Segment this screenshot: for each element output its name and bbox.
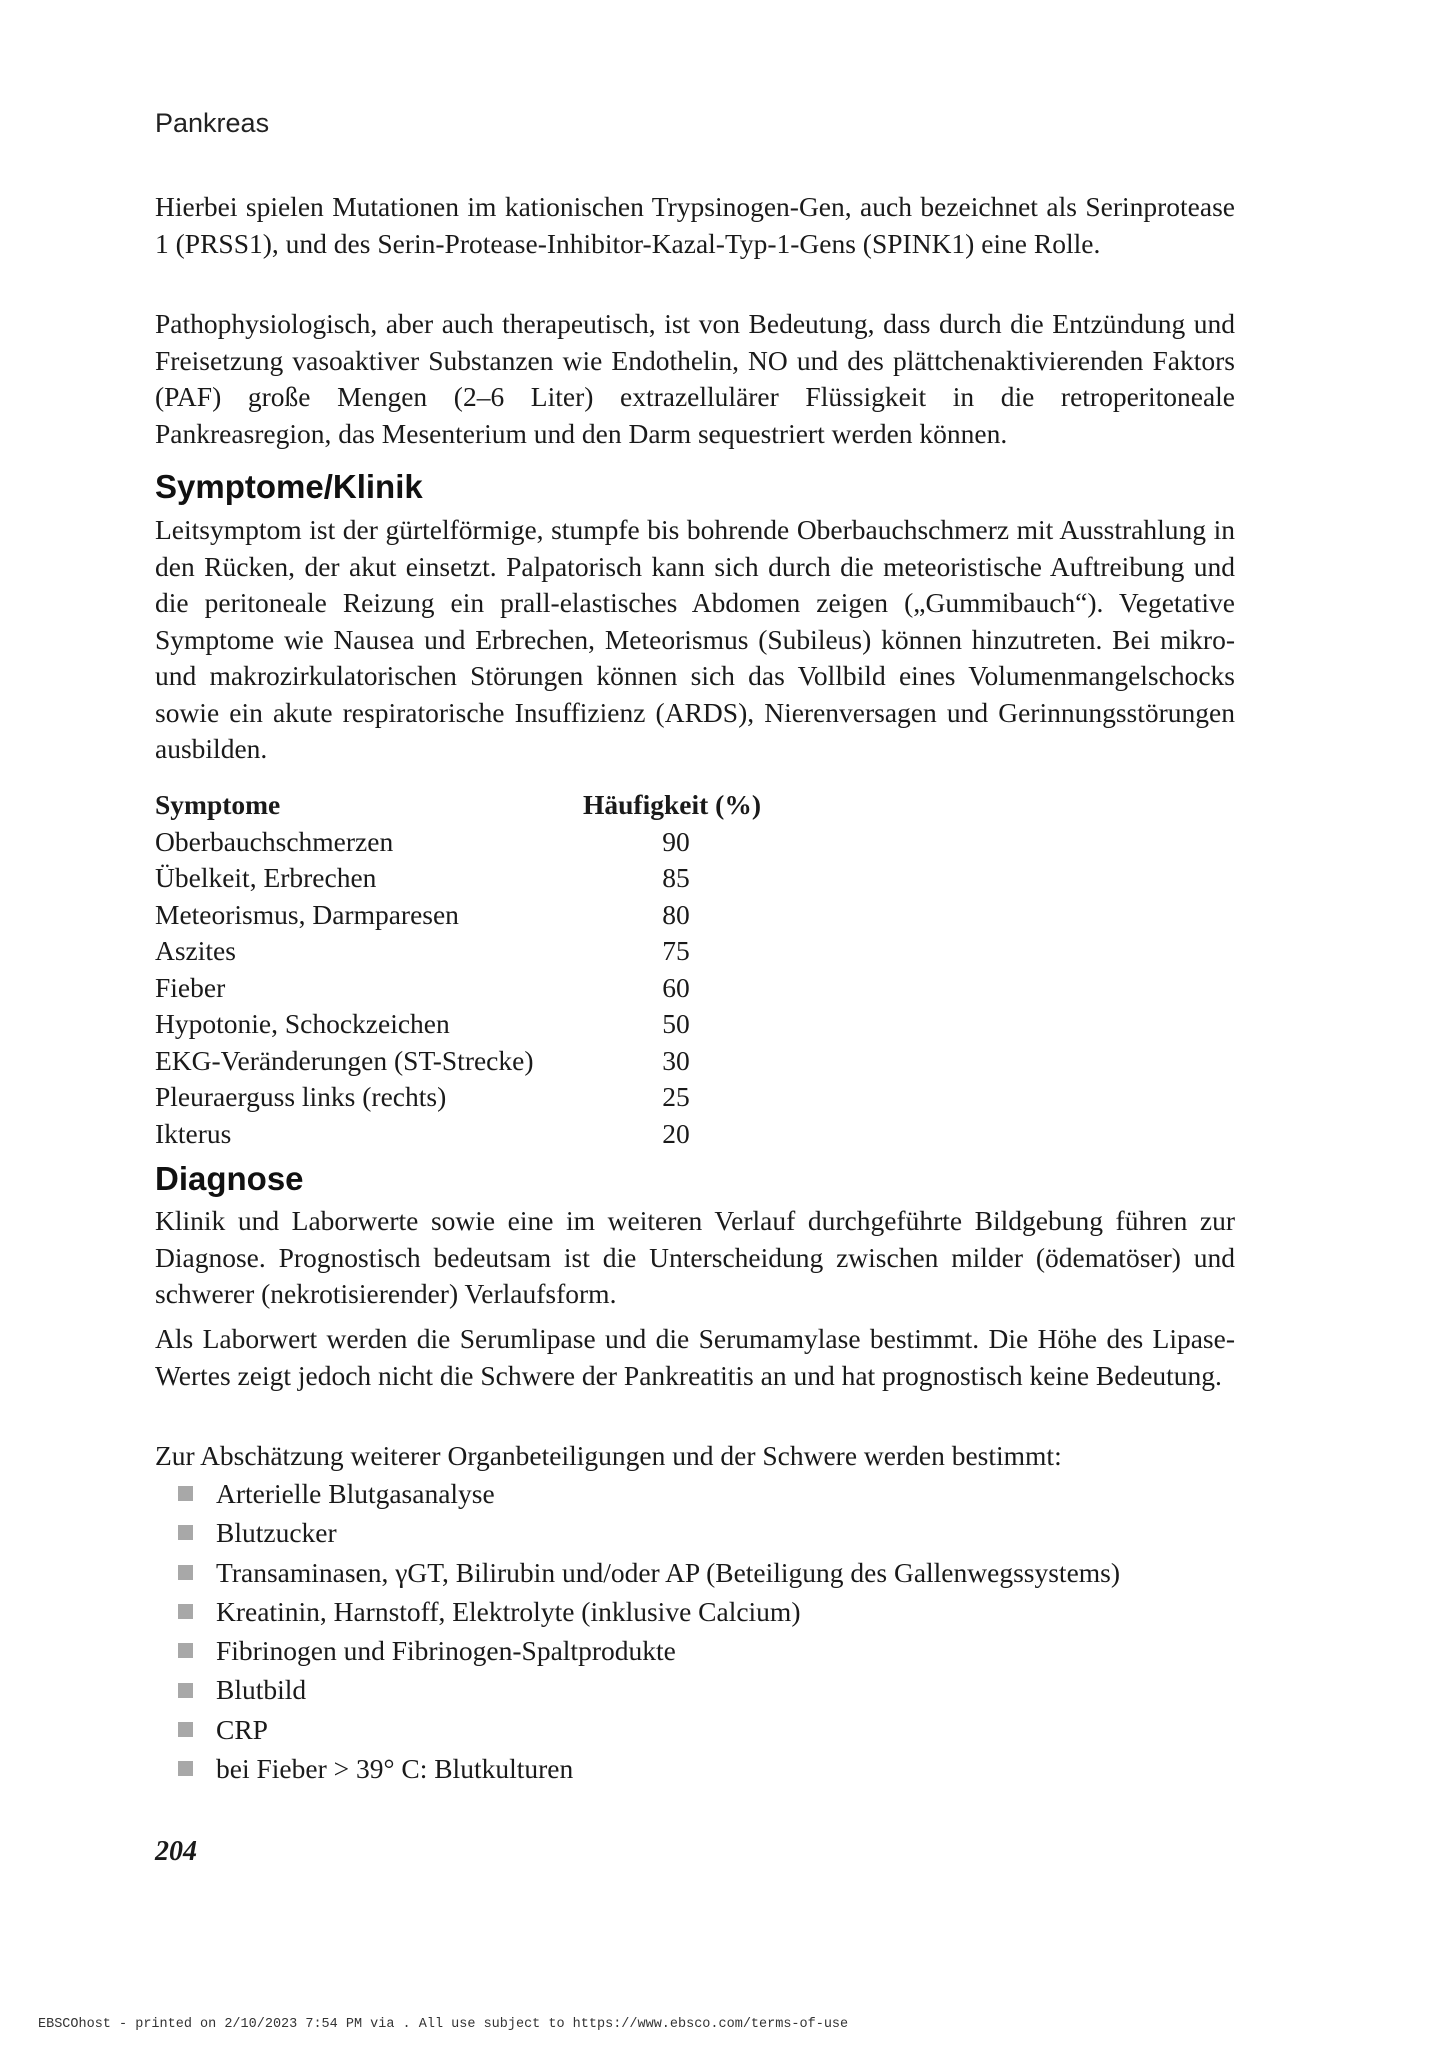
frequency-cell: 80 — [662, 898, 690, 930]
section-heading-symptome: Symptome/Klinik — [155, 468, 423, 505]
diagnose-paragraph-3: Zur Abschätzung weiterer Organbeteiligungen und der Schwere werden bestimmt: — [155, 1440, 1062, 1471]
table-row — [155, 824, 769, 861]
list-item-text: Fibrinogen und Fibrinogen-Spaltprodukte — [216, 1635, 676, 1667]
table-row — [155, 860, 769, 897]
symptom-cell: Pleuraerguss links (rechts) — [155, 1081, 447, 1112]
list-item-text: Transaminasen, γGT, Bilirubin und/oder AP (Beteiligung des Gallenwegssystems) — [216, 1556, 1121, 1588]
list-item — [178, 1553, 1120, 1592]
symptom-cell: Fieber — [155, 971, 226, 1003]
symptom-cell: Oberbauchschmerzen — [155, 825, 394, 857]
list-item — [178, 1592, 1120, 1631]
diagnose-paragraph-2: Als Laborwert werden die Serumlipase und die Serumamylase bestimmt. Die Höhe des Lipase-Wertes zeigt jedoch nicht die Schwere der Pankreatitis an und hat prognostisch keine Bedeutung. — [155, 1323, 1235, 1391]
list-item-text: Arterielle Blutgasanalyse — [216, 1478, 495, 1509]
list-item-text: Kreatinin, Harnstoff, Elektrolyte (inklusive Calcium) — [216, 1595, 801, 1627]
frequency-cell: 20 — [662, 1117, 690, 1149]
square-bullet-icon — [178, 1525, 193, 1540]
list-item — [178, 1631, 1120, 1670]
square-bullet-icon — [178, 1643, 193, 1658]
symptom-cell: Übelkeit, Erbrechen — [155, 862, 377, 893]
symptome-paragraph: Leitsymptom ist der gürtelförmige, stumpfe bis bohrende Oberbauchschmerz mit Ausstrahlung in den Rücken, der akut einsetzt. Palpatorisch kann sich durch die meteoristische Auftreibung und die peritoneale Reizung ein prall-elastisches Abdomen zeigen („Gummibauch“). Vegetative Symptome wie Nausea und Erbrechen, Meteorismus (Subileus) können hinzutreten. Bei mikro- und makrozirkulatorischen Störungen können sich das Vollbild eines Volumenmangelschocks sowie ein akute respiratorische Insuffizienz (ARDS), Nierenversagen und Gerinnungsstörungen ausbilden. — [155, 514, 1235, 764]
table-row — [155, 1006, 769, 1043]
intro-paragraph-2: Pathophysiologisch, aber auch therapeutisch, ist von Bedeutung, dass durch die Entzündung und Freisetzung vasoaktiver Substanzen wie Endothelin, NO und des plättchenaktivierenden Faktors (PAF) große Mengen (2–6 Liter) extrazellulärer Flüssigkeit in die retroperitoneale Pankreasregion, das Mesenterium und den Darm sequestriert werden können. — [155, 308, 1235, 449]
symptom-cell: Hypotonie, Schockzeichen — [155, 1008, 450, 1039]
intro-paragraph-1: Hierbei spielen Mutationen im kationischen Trypsinogen-Gen, auch bezeichnet als Serinprotease 1 (PRSS1), und des Serin-Protease-Inhibitor-Kazal-Typ-1-Gens (SPINK1) eine Rolle. — [155, 191, 1235, 259]
list-item-text: Blutbild — [216, 1674, 307, 1706]
page-number: 204 — [155, 1836, 197, 1867]
square-bullet-icon — [178, 1683, 193, 1698]
list-item — [178, 1670, 1120, 1709]
list-item-text: Blutzucker — [216, 1517, 337, 1549]
list-item — [178, 1749, 1120, 1788]
list-item-text: bei Fieber > 39° C: Blutkulturen — [216, 1753, 574, 1785]
square-bullet-icon — [178, 1486, 193, 1501]
frequency-cell: 90 — [662, 825, 690, 857]
table-row — [155, 970, 769, 1007]
frequency-cell: 75 — [662, 935, 690, 966]
table-row — [155, 897, 769, 934]
table-row — [155, 1043, 769, 1080]
list-item — [178, 1710, 1120, 1749]
table-row — [155, 933, 769, 970]
column-header-symptome: Symptome — [155, 789, 281, 820]
print-footer: EBSCOhost - printed on 2/10/2023 7:54 PM via . All use subject to https://www.ebsco.com/terms-of-use — [38, 2017, 849, 2032]
column-header-haeufigkeit: Häufigkeit (%) — [583, 789, 761, 820]
symptom-cell: Aszites — [155, 935, 236, 966]
table-row — [155, 1079, 769, 1116]
frequency-cell: 60 — [662, 971, 690, 1003]
list-item-text: CRP — [216, 1713, 268, 1745]
symptom-frequency-table — [155, 787, 769, 1152]
list-item — [178, 1513, 1120, 1552]
frequency-cell: 30 — [662, 1044, 690, 1076]
symptom-cell: EKG-Veränderungen (ST-Strecke) — [155, 1044, 534, 1076]
running-head: Pankreas — [155, 108, 270, 138]
square-bullet-icon — [178, 1761, 193, 1776]
lab-tests-list — [178, 1474, 1120, 1788]
square-bullet-icon — [178, 1604, 193, 1619]
frequency-cell: 25 — [662, 1081, 690, 1112]
square-bullet-icon — [178, 1565, 193, 1580]
symptom-cell: Meteorismus, Darmparesen — [155, 898, 459, 930]
symptom-cell: Ikterus — [155, 1117, 232, 1149]
frequency-cell: 85 — [662, 862, 690, 893]
list-item — [178, 1474, 1120, 1513]
frequency-cell: 50 — [662, 1008, 690, 1039]
diagnose-paragraph-1: Klinik und Laborwerte sowie eine im weiteren Verlauf durchgeführte Bildgebung führen zur Diagnose. Prognostisch bedeutsam ist die Unterscheidung zwischen milder (ödematöser) und schwerer (nekrotisierender) Verlaufsform. — [155, 1205, 1235, 1309]
section-heading-diagnose: Diagnose — [155, 1160, 304, 1197]
square-bullet-icon — [178, 1722, 193, 1737]
table-row — [155, 1116, 769, 1153]
table-header-row — [155, 787, 769, 824]
